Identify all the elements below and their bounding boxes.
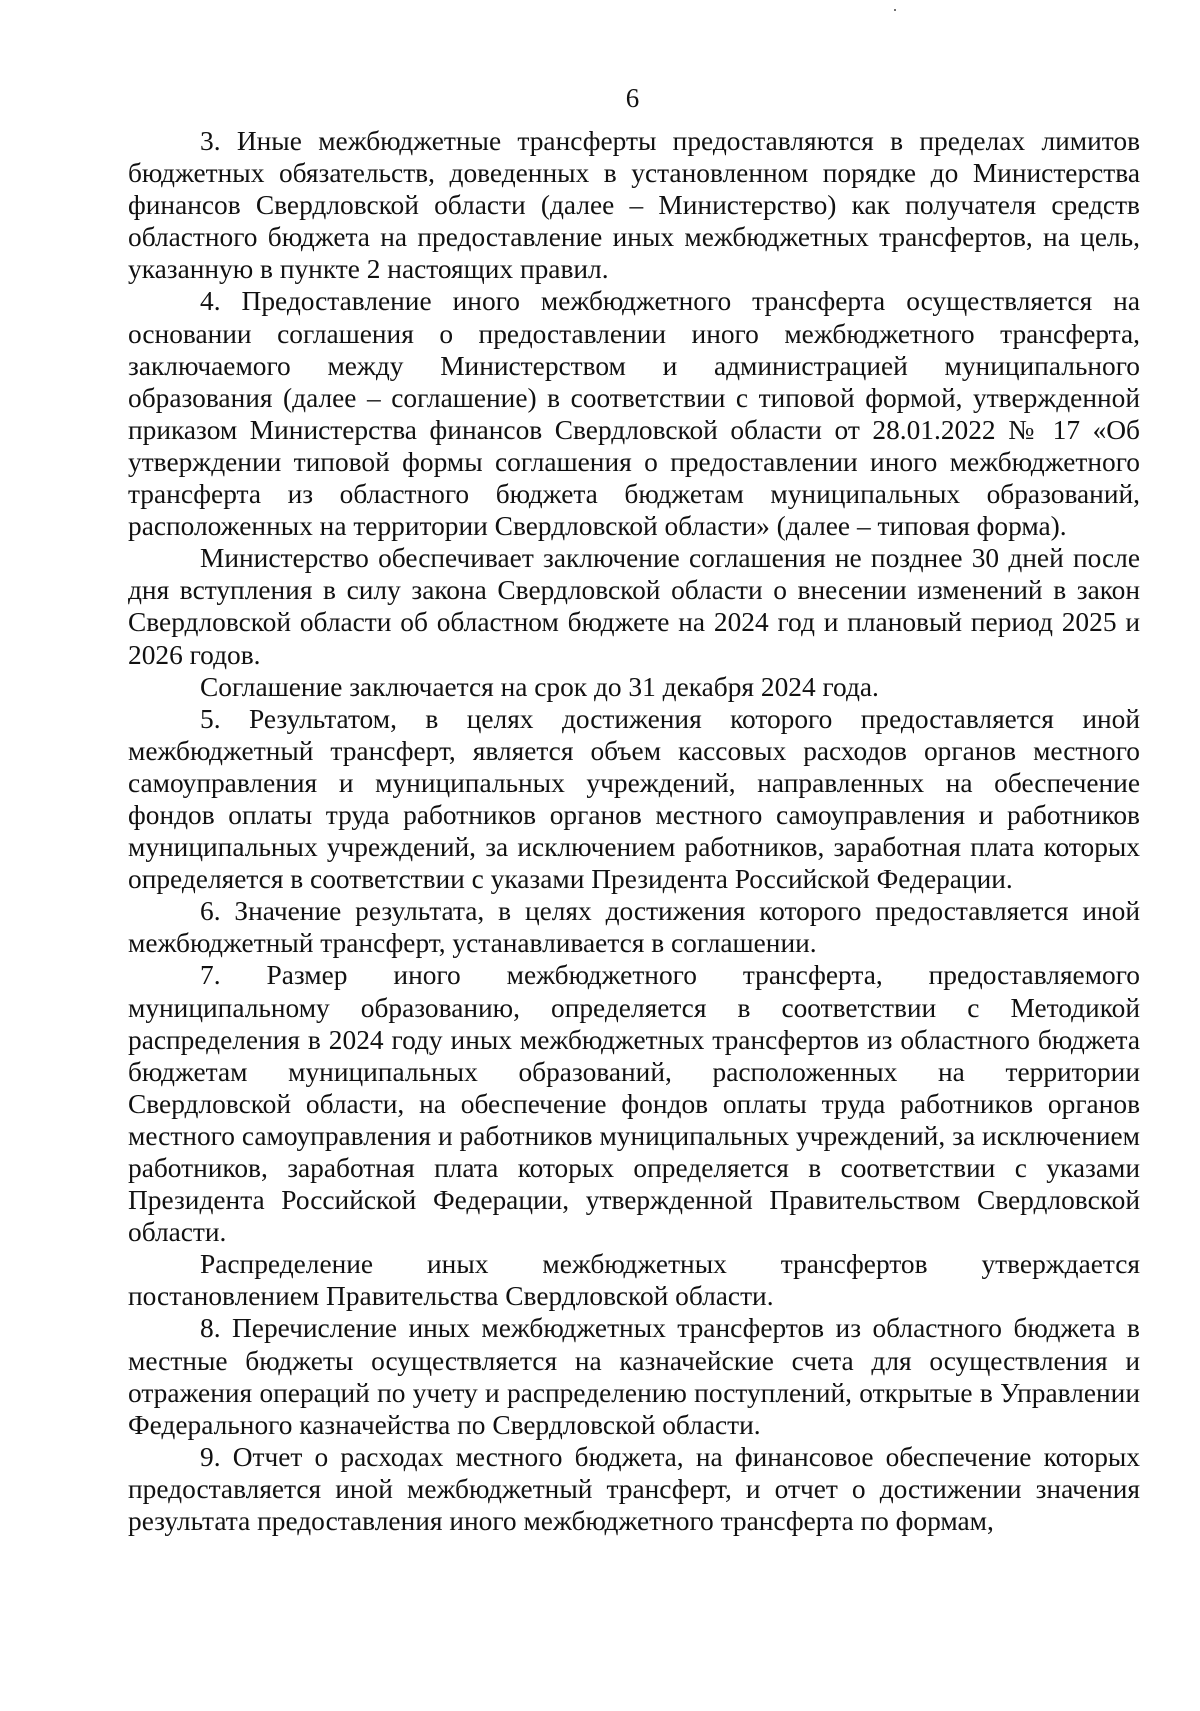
paragraph-4: 4. Предоставление иного межбюджетного трансферта осуществляется на основании соглашения о предоставлении иного межбюджетного трансферта, заключаемого между Министерством и администрацией муниципального образования (далее – соглашение) в соответствии с типовой формой, утвержденной приказом Министерства финансов Свердловской области от 28.01.2022 № 17 «Об утверждении типовой формы соглашения о предоставлении иного межбюджетного трансферта из областного бюджета бюджетам муниципальных образований, расположенных на территории Свердловской области» (далее – типовая форма).	[128, 286, 1140, 542]
document-body	[128, 125, 1140, 1537]
paragraph-9: 9. Отчет о расходах местного бюджета, на финансовое обеспечение которых предоставляется иной межбюджетный трансферт, и отчет о достижении значения результата предоставления иного межбюджетного трансферта по формам,	[128, 1441, 1140, 1537]
paragraph-3: 3. Иные межбюджетные трансферты предоставляются в пределах лимитов бюджетных обязательств, доведенных в установленном порядке до Министерства финансов Свердловской области (далее – Министерство) как получателя средств областного бюджета на предоставление иных межбюджетных трансфертов, на цель, указанную в пункте 2 настоящих правил.	[128, 126, 1140, 285]
paragraph-6: 6. Значение результата, в целях достижения которого предоставляется иной межбюджетный трансферт, устанавливается в соглашении.	[128, 896, 1140, 959]
paragraph-4-ministry-term: Министерство обеспечивает заключение соглашения не позднее 30 дней после дня вступления в силу закона Свердловской области о внесении изменений в закон Свердловской области об областном бюджете на 2024 год и плановый период 2025 и 2026 годов.	[128, 543, 1140, 670]
paragraph-4-agreement-term: Соглашение заключается на срок до 31 декабря 2024 года.	[200, 671, 879, 702]
scan-speck	[894, 9, 896, 11]
paragraph-7: 7. Размер иного межбюджетного трансферта, предоставляемого муниципальному образованию, определяется в соответствии с Методикой распределения в 2024 году иных межбюджетных трансфертов из областного бюджета бюджетам муниципальных образований, расположенных на территории Свердловской области, на обеспечение фондов оплаты труда работников органов местного самоуправления и работников муниципальных учреждений, за исключением работников, заработная плата которых определяется в соответствии с указами Президента Российской Федерации, утвержденной Правительством Свердловской области.	[128, 960, 1140, 1248]
paragraph-8: 8. Перечисление иных межбюджетных трансфертов из областного бюджета в местные бюджеты осуществляется на казначейские счета для осуществления и отражения операций по учету и распределению поступлений, открытые в Управлении Федерального казначейства по Свердловской области.	[128, 1313, 1140, 1440]
paragraph-5: 5. Результатом, в целях достижения которого предоставляется иной межбюджетный трансферт, является объем кассовых расходов органов местного самоуправления и муниципальных учреждений, направленных на обеспечение фондов оплаты труда работников органов местного самоуправления и работников муниципальных учреждений, за исключением работников, заработная плата которых определяется в соответствии с указами Президента Российской Федерации.	[128, 703, 1140, 895]
page-number: 6	[625, 83, 640, 113]
paragraph-7-distribution: Распределение иных межбюджетных трансфертов утверждается постановлением Правительства Свердловской области.	[128, 1249, 1140, 1312]
